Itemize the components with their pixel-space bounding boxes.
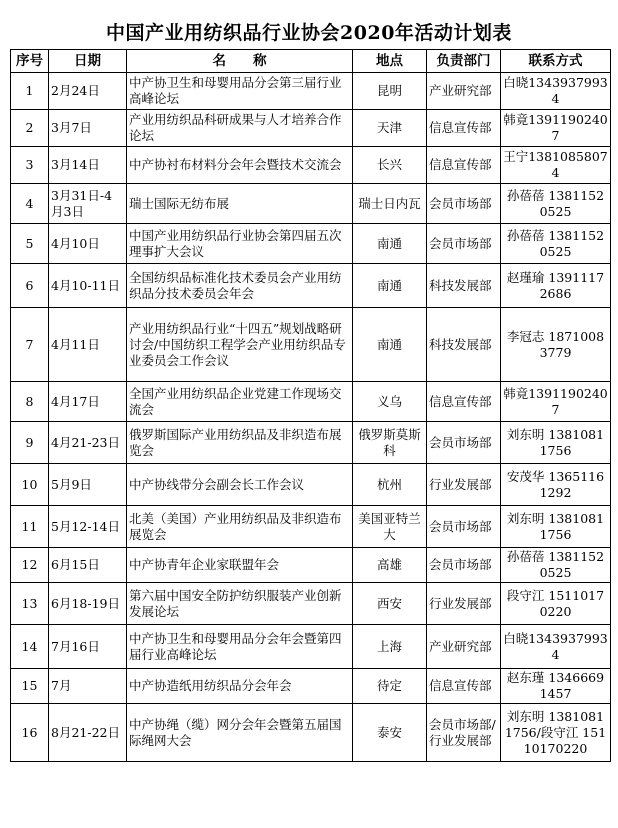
cell-name: 全国纺织品标准化技术委员会产业用纺织品分技术委员会年会 — [127, 264, 353, 308]
table-row — [11, 382, 611, 422]
cell-date: 7月16日 — [49, 625, 127, 669]
cell-date: 6月18-19日 — [49, 583, 127, 625]
cell-dept: 会员市场部 — [427, 184, 501, 224]
cell-name: 中国产业用纺织品行业协会第四届五次理事扩大会议 — [127, 224, 353, 264]
cell-place: 南通 — [353, 308, 427, 382]
cell-dept: 会员市场部 — [427, 422, 501, 464]
cell-place: 西安 — [353, 583, 427, 625]
cell-contact: 刘东明 13810811756/段守江 15110170220 — [501, 704, 611, 762]
cell-place: 南通 — [353, 264, 427, 308]
cell-place: 待定 — [353, 669, 427, 704]
cell-contact: 赵东瑾 13466691457 — [501, 669, 611, 704]
cell-dept: 行业发展部 — [427, 464, 501, 506]
cell-name: 产业用纺织品科研成果与人才培养合作论坛 — [127, 110, 353, 147]
cell-dept: 科技发展部 — [427, 308, 501, 382]
cell-date: 4月21-23日 — [49, 422, 127, 464]
cell-date: 7月 — [49, 669, 127, 704]
table-row — [11, 224, 611, 264]
table-row — [11, 184, 611, 224]
cell-dept: 会员市场部 — [427, 506, 501, 548]
table-row — [11, 422, 611, 464]
cell-dept: 信息宣传部 — [427, 110, 501, 147]
table-row — [11, 548, 611, 583]
cell-date: 3月7日 — [49, 110, 127, 147]
cell-date: 3月31日-4月3日 — [49, 184, 127, 224]
cell-no: 6 — [11, 264, 49, 308]
cell-no: 5 — [11, 224, 49, 264]
cell-name: 中产协青年企业家联盟年会 — [127, 548, 353, 583]
cell-dept: 会员市场部/行业发展部 — [427, 704, 501, 762]
cell-dept: 信息宣传部 — [427, 147, 501, 184]
cell-date: 4月17日 — [49, 382, 127, 422]
cell-place: 义乌 — [353, 382, 427, 422]
cell-name: 第六届中国安全防护纺织服装产业创新发展论坛 — [127, 583, 353, 625]
cell-place: 杭州 — [353, 464, 427, 506]
cell-name: 中产协线带分会副会长工作会议 — [127, 464, 353, 506]
cell-date: 5月12-14日 — [49, 506, 127, 548]
header-place: 地点 — [353, 50, 427, 73]
cell-dept: 会员市场部 — [427, 548, 501, 583]
cell-contact: 孙蓓蓓 13811520525 — [501, 224, 611, 264]
cell-place: 瑞士日内瓦 — [353, 184, 427, 224]
cell-date: 5月9日 — [49, 464, 127, 506]
cell-place: 俄罗斯莫斯科 — [353, 422, 427, 464]
cell-no: 10 — [11, 464, 49, 506]
table-row — [11, 264, 611, 308]
cell-contact: 刘东明 13810811756 — [501, 422, 611, 464]
cell-place: 泰安 — [353, 704, 427, 762]
cell-place: 美国亚特兰大 — [353, 506, 427, 548]
cell-date: 4月10-11日 — [49, 264, 127, 308]
cell-date: 6月15日 — [49, 548, 127, 583]
header-row — [11, 50, 611, 73]
header-name: 名 称 — [127, 50, 353, 73]
cell-no: 3 — [11, 147, 49, 184]
cell-place: 高雄 — [353, 548, 427, 583]
cell-no: 4 — [11, 184, 49, 224]
cell-contact: 王宁13810858074 — [501, 147, 611, 184]
cell-contact: 孙蓓蓓 13811520525 — [501, 548, 611, 583]
cell-contact: 赵瑾瑜 13911172686 — [501, 264, 611, 308]
table-row — [11, 464, 611, 506]
header-date: 日期 — [49, 50, 127, 73]
cell-contact: 白晓13439379934 — [501, 625, 611, 669]
cell-place: 南通 — [353, 224, 427, 264]
cell-name: 产业用纺织品行业“十四五”规划战略研讨会/中国纺织工程学会产业用纺织品专业委员会工作会议 — [127, 308, 353, 382]
cell-contact: 韩竟13911902407 — [501, 110, 611, 147]
cell-dept: 信息宣传部 — [427, 382, 501, 422]
cell-contact: 安茂华 13651161292 — [501, 464, 611, 506]
cell-no: 1 — [11, 73, 49, 110]
cell-dept: 科技发展部 — [427, 264, 501, 308]
cell-no: 13 — [11, 583, 49, 625]
cell-no: 16 — [11, 704, 49, 762]
cell-date: 8月21-22日 — [49, 704, 127, 762]
cell-dept: 产业研究部 — [427, 625, 501, 669]
cell-place: 上海 — [353, 625, 427, 669]
table-row — [11, 704, 611, 762]
cell-name: 中产协卫生和母婴用品分会年会暨第四届行业高峰论坛 — [127, 625, 353, 669]
header-no: 序号 — [11, 50, 49, 73]
cell-date: 3月14日 — [49, 147, 127, 184]
header-contact: 联系方式 — [501, 50, 611, 73]
header-dept: 负责部门 — [427, 50, 501, 73]
table-row — [11, 308, 611, 382]
cell-no: 7 — [11, 308, 49, 382]
cell-place: 天津 — [353, 110, 427, 147]
cell-name: 中产协卫生和母婴用品分会第三届行业高峰论坛 — [127, 73, 353, 110]
cell-contact: 段守江 15110170220 — [501, 583, 611, 625]
cell-name: 瑞士国际无纺布展 — [127, 184, 353, 224]
cell-dept: 产业研究部 — [427, 73, 501, 110]
table-row — [11, 506, 611, 548]
cell-no: 12 — [11, 548, 49, 583]
activity-plan-table — [10, 49, 611, 762]
cell-contact: 韩竟13911902407 — [501, 382, 611, 422]
cell-no: 15 — [11, 669, 49, 704]
table-row — [11, 147, 611, 184]
cell-no: 14 — [11, 625, 49, 669]
cell-no: 2 — [11, 110, 49, 147]
cell-contact: 孙蓓蓓 13811520525 — [501, 184, 611, 224]
cell-name: 北美（美国）产业用纺织品及非织造布展览会 — [127, 506, 353, 548]
cell-name: 全国产业用纺织品企业党建工作现场交流会 — [127, 382, 353, 422]
cell-dept: 信息宣传部 — [427, 669, 501, 704]
cell-place: 昆明 — [353, 73, 427, 110]
cell-date: 4月10日 — [49, 224, 127, 264]
cell-name: 中产协造纸用纺织品分会年会 — [127, 669, 353, 704]
cell-dept: 会员市场部 — [427, 224, 501, 264]
cell-name: 中产协绳（缆）网分会年会暨第五届国际绳网大会 — [127, 704, 353, 762]
table-row — [11, 73, 611, 110]
cell-no: 9 — [11, 422, 49, 464]
table-row — [11, 625, 611, 669]
cell-no: 11 — [11, 506, 49, 548]
cell-dept: 行业发展部 — [427, 583, 501, 625]
cell-name: 俄罗斯国际产业用纺织品及非织造布展览会 — [127, 422, 353, 464]
cell-no: 8 — [11, 382, 49, 422]
table-row — [11, 583, 611, 625]
cell-contact: 李冠志 18710083779 — [501, 308, 611, 382]
cell-date: 2月24日 — [49, 73, 127, 110]
table-row — [11, 669, 611, 704]
page-title: 中国产业用纺织品行业协会2020年活动计划表 — [106, 22, 512, 44]
cell-date: 4月11日 — [49, 308, 127, 382]
cell-contact: 白晓13439379934 — [501, 73, 611, 110]
cell-place: 长兴 — [353, 147, 427, 184]
cell-name: 中产协衬布材料分会年会暨技术交流会 — [127, 147, 353, 184]
cell-contact: 刘东明 13810811756 — [501, 506, 611, 548]
table-row — [11, 110, 611, 147]
